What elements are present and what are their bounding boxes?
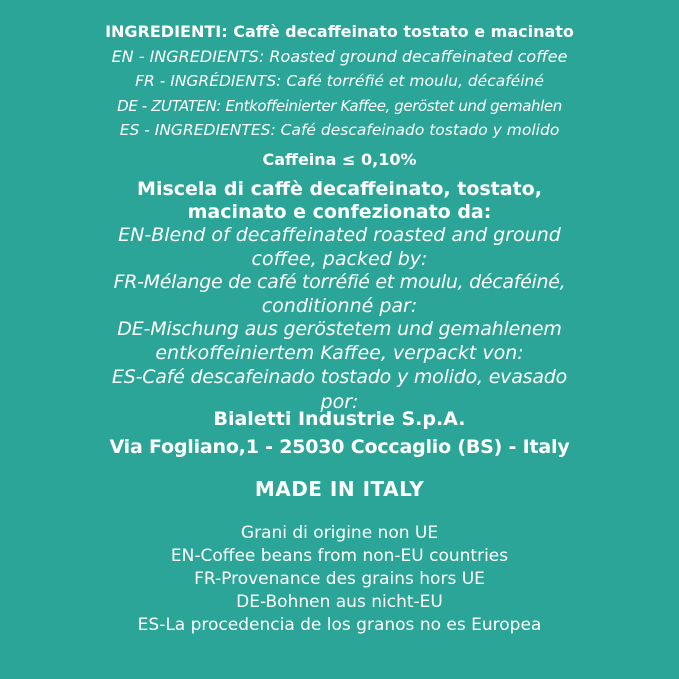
origin-es: ES-La procedencia de los granos no es Europea — [137, 615, 542, 635]
blend-de-line1: DE-Mischung aus geröstetem und gemahlenem — [117, 318, 562, 340]
blend-es-line1: ES-Café descafeinado tostado y molido, evasado — [111, 366, 568, 388]
blend-es-line2: por: — [320, 391, 359, 413]
made-in-italy: MADE IN ITALY — [254, 477, 425, 501]
ingredients-it: INGREDIENTI: Caffè decaffeinato tostato e macinato — [105, 22, 574, 41]
blend-fr-line1: FR-Mélange de café torréfié et moulu, décaféiné, — [113, 271, 566, 293]
ingredients-en: EN - INGREDIENTS: Roasted ground decaffeinated coffee — [111, 47, 568, 66]
blend-de-line2: entkoffeiniertem Kaffee, verpackt von: — [155, 342, 524, 364]
ingredients-es: ES - INGREDIENTES: Café descafeinado tostado y molido — [119, 121, 560, 139]
caffeine-content: Caffeina ≤ 0,10% — [262, 150, 417, 169]
blend-fr-line2: conditionné par: — [261, 295, 418, 317]
company-address: Via Fogliano,1 - 25030 Coccaglio (BS) - Italy — [109, 436, 570, 458]
ingredients-de: DE - ZUTATEN: Entkoffeinierter Kaffee, geröstet und gemahlen — [117, 97, 562, 115]
blend-en-line1: EN-Blend of decaffeinated roasted and ground — [118, 224, 561, 246]
blend-it-line1: Miscela di caffè decaffeinato, tostato, — [137, 178, 542, 200]
company-name: Bialetti Industrie S.p.A. — [213, 408, 466, 430]
ingredients-fr: FR - INGRÉDIENTS: Café torréfié et moulu, décaféiné — [135, 72, 544, 90]
origin-it: Grani di origine non UE — [240, 523, 439, 543]
origin-en: EN-Coffee beans from non-EU countries — [170, 546, 509, 566]
origin-de: DE-Bohnen aus nicht-EU — [236, 592, 443, 612]
origin-fr: FR-Provenance des grains hors UE — [194, 569, 485, 589]
blend-it-line2: macinato e confezionato da: — [187, 201, 492, 223]
blend-en-line2: coffee, packed by: — [251, 248, 428, 270]
